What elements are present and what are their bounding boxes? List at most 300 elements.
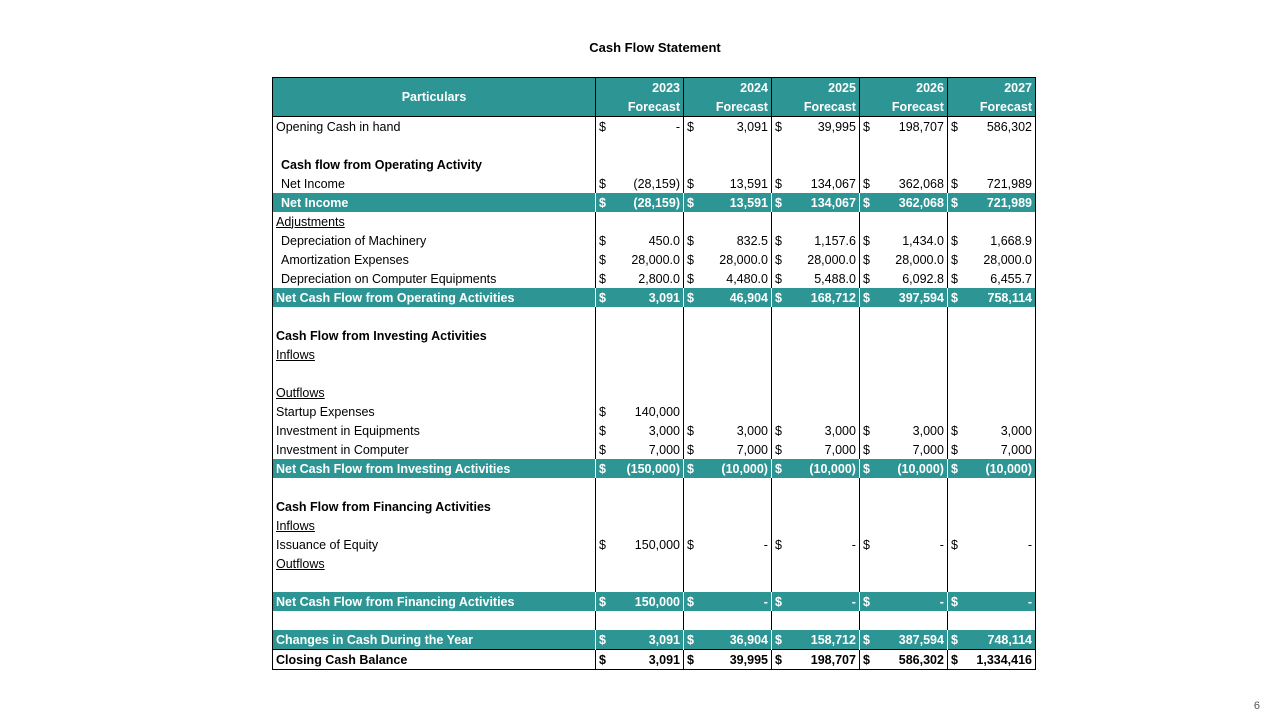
value-cell: [966, 212, 1036, 231]
value-cell: [702, 573, 772, 592]
currency-symbol: [596, 573, 614, 592]
value-cell: 586,302: [878, 650, 948, 670]
currency-symbol: [771, 611, 789, 630]
row-label-text: Net Cash Flow from Investing Activities: [276, 461, 511, 476]
value-cell: 3,091: [614, 650, 684, 670]
value-cell: [878, 155, 948, 174]
currency-symbol: [947, 402, 965, 421]
value-cell: 3,000: [614, 421, 684, 440]
currency-symbol: [771, 345, 789, 364]
row-label-text: Issuance of Equity: [276, 537, 379, 552]
value-cell: 3,091: [702, 117, 772, 137]
row-dep-machinery: [273, 231, 1036, 250]
row-startup: [273, 402, 1036, 421]
value-cell: 387,594: [878, 630, 948, 650]
value-cell: [702, 307, 772, 326]
value-cell: 3,091: [614, 288, 684, 307]
currency-symbol: [859, 402, 877, 421]
value-cell: 39,995: [702, 650, 772, 670]
currency-symbol: $: [947, 459, 965, 478]
value-cell: [614, 212, 684, 231]
currency-symbol: $: [947, 630, 965, 650]
value-cell: 3,000: [790, 421, 860, 440]
value-cell: -: [966, 592, 1036, 611]
currency-symbol: [771, 554, 789, 573]
value-cell: 28,000.0: [702, 250, 772, 269]
blank-cell: [273, 136, 596, 155]
currency-symbol: $: [774, 271, 782, 286]
header-forecast: Forecast: [771, 97, 859, 117]
value-cell: [702, 402, 772, 421]
currency-symbol: $: [774, 233, 782, 248]
currency-symbol: $: [596, 650, 614, 670]
value-cell: [702, 155, 772, 174]
row-label: [273, 193, 596, 212]
row-net-operating: [273, 288, 1036, 307]
currency-symbol: [859, 307, 877, 326]
row-blank: [273, 307, 1036, 326]
value-cell: 198,707: [878, 117, 948, 137]
row-label-text: Startup Expenses: [276, 404, 375, 419]
row-inv-outflows: [273, 383, 1036, 402]
currency-symbol: $: [947, 288, 965, 307]
value-cell: [614, 516, 684, 535]
currency-symbol: $: [771, 288, 789, 307]
currency-symbol: [947, 326, 965, 345]
row-label: [273, 497, 596, 516]
value-cell: 140,000: [614, 402, 684, 421]
value-cell: [702, 345, 772, 364]
value-cell: 586,302: [966, 117, 1036, 137]
value-cell: 3,000: [702, 421, 772, 440]
row-label-text: Inflows: [276, 518, 315, 533]
value-cell: 832.5: [702, 231, 772, 250]
row-equity: [273, 535, 1036, 554]
currency-symbol: [596, 326, 614, 345]
row-label-text: Closing Cash Balance: [276, 652, 408, 667]
value-cell: 39,995: [790, 117, 860, 137]
row-inv-equipment: [273, 421, 1036, 440]
row-label-text: Outflows: [276, 556, 325, 571]
value-cell: [966, 402, 1036, 421]
value-cell: 3,000: [966, 421, 1036, 440]
currency-symbol: [947, 516, 965, 535]
value-cell: [966, 364, 1036, 383]
currency-symbol: $: [686, 442, 694, 457]
value-cell: -: [966, 535, 1036, 554]
row-label-text: Net Income: [281, 176, 345, 191]
value-cell: 134,067: [790, 174, 860, 193]
row-op-title: [273, 155, 1036, 174]
value-cell: 46,904: [702, 288, 772, 307]
row-label-text: Investment in Computer: [276, 442, 409, 457]
currency-symbol: [859, 554, 877, 573]
currency-symbol: $: [950, 423, 958, 438]
row-label: [273, 288, 596, 307]
header-forecast: Forecast: [947, 97, 1035, 117]
currency-symbol: $: [859, 459, 877, 478]
value-cell: 198,707: [790, 650, 860, 670]
currency-symbol: [771, 155, 789, 174]
row-label: [273, 459, 596, 478]
row-adjustments: [273, 212, 1036, 231]
value-cell: [790, 136, 860, 155]
value-cell: [702, 611, 772, 630]
value-cell: 3,000: [878, 421, 948, 440]
row-label-text: Cash Flow from Investing Activities: [276, 328, 487, 343]
currency-symbol: [683, 383, 701, 402]
value-cell: 1,668.9: [966, 231, 1036, 250]
currency-symbol: [596, 155, 614, 174]
blank-cell: [273, 364, 596, 383]
currency-symbol: [683, 307, 701, 326]
currency-symbol: [859, 364, 877, 383]
value-cell: [966, 573, 1036, 592]
row-label-text: Net Income: [281, 195, 349, 210]
value-cell: 158,712: [790, 630, 860, 650]
value-cell: [966, 136, 1036, 155]
currency-symbol: [947, 383, 965, 402]
value-cell: 7,000: [878, 440, 948, 459]
header-year: 2027: [947, 78, 1035, 98]
currency-symbol: [771, 497, 789, 516]
value-cell: [702, 497, 772, 516]
row-label: [273, 174, 596, 193]
value-cell: [790, 307, 860, 326]
row-label-text: Cash Flow from Financing Activities: [276, 499, 491, 514]
row-blank: [273, 573, 1036, 592]
row-label-text: Amortization Expenses: [281, 252, 409, 267]
currency-symbol: $: [774, 119, 782, 134]
currency-symbol: [683, 402, 701, 421]
currency-symbol: $: [771, 459, 789, 478]
value-cell: [614, 136, 684, 155]
value-cell: [878, 611, 948, 630]
currency-symbol: $: [686, 233, 694, 248]
value-cell: [614, 573, 684, 592]
row-label-text: Cash flow from Operating Activity: [281, 157, 482, 172]
currency-symbol: $: [774, 537, 782, 552]
currency-symbol: [683, 155, 701, 174]
value-cell: 150,000: [614, 535, 684, 554]
value-cell: 362,068: [878, 174, 948, 193]
currency-symbol: [859, 516, 877, 535]
row-label-text: Outflows: [276, 385, 325, 400]
value-cell: 397,594: [878, 288, 948, 307]
row-net-financing: [273, 592, 1036, 611]
currency-symbol: [859, 326, 877, 345]
value-cell: [790, 326, 860, 345]
currency-symbol: $: [683, 193, 701, 212]
currency-symbol: [947, 345, 965, 364]
value-cell: [878, 383, 948, 402]
currency-symbol: $: [859, 630, 877, 650]
currency-symbol: [859, 212, 877, 231]
header-forecast: Forecast: [683, 97, 771, 117]
value-cell: [614, 155, 684, 174]
value-cell: [878, 402, 948, 421]
currency-symbol: [771, 364, 789, 383]
currency-symbol: [771, 212, 789, 231]
value-cell: [966, 611, 1036, 630]
value-cell: [702, 478, 772, 497]
currency-symbol: $: [862, 537, 870, 552]
row-fin-inflows: [273, 516, 1036, 535]
currency-symbol: $: [683, 592, 701, 611]
currency-symbol: [947, 212, 965, 231]
value-cell: 150,000: [614, 592, 684, 611]
currency-symbol: $: [771, 592, 789, 611]
value-cell: [790, 212, 860, 231]
header-forecast: Forecast: [859, 97, 947, 117]
value-cell: [878, 478, 948, 497]
currency-symbol: $: [950, 442, 958, 457]
currency-symbol: [771, 383, 789, 402]
currency-symbol: [859, 497, 877, 516]
currency-symbol: [596, 554, 614, 573]
header-year: 2024: [683, 78, 771, 98]
value-cell: 168,712: [790, 288, 860, 307]
currency-symbol: $: [599, 537, 606, 552]
row-changes: [273, 630, 1036, 650]
value-cell: [878, 307, 948, 326]
value-cell: 721,989: [966, 193, 1036, 212]
currency-symbol: $: [774, 423, 782, 438]
currency-symbol: [683, 573, 701, 592]
currency-symbol: [596, 212, 614, 231]
value-cell: 1,157.6: [790, 231, 860, 250]
value-cell: [878, 573, 948, 592]
currency-symbol: [596, 364, 614, 383]
row-fin-title: [273, 497, 1036, 516]
currency-symbol: [947, 497, 965, 516]
currency-symbol: [683, 136, 701, 155]
value-cell: [966, 383, 1036, 402]
currency-symbol: $: [596, 459, 614, 478]
currency-symbol: [771, 307, 789, 326]
row-net-income-plain: [273, 174, 1036, 193]
value-cell: [878, 345, 948, 364]
currency-symbol: $: [686, 176, 694, 191]
currency-symbol: [859, 478, 877, 497]
currency-symbol: [859, 573, 877, 592]
currency-symbol: $: [862, 252, 870, 267]
currency-symbol: [859, 611, 877, 630]
currency-symbol: [683, 611, 701, 630]
value-cell: -: [702, 592, 772, 611]
value-cell: 28,000.0: [878, 250, 948, 269]
currency-symbol: [947, 155, 965, 174]
currency-symbol: [596, 611, 614, 630]
value-cell: -: [790, 592, 860, 611]
header-particulars: Particulars: [273, 78, 596, 117]
currency-symbol: $: [686, 271, 694, 286]
value-cell: 450.0: [614, 231, 684, 250]
currency-symbol: $: [686, 252, 694, 267]
currency-symbol: $: [859, 592, 877, 611]
blank-cell: [273, 478, 596, 497]
value-cell: [966, 155, 1036, 174]
value-cell: [790, 345, 860, 364]
value-cell: [702, 212, 772, 231]
value-cell: 6,455.7: [966, 269, 1036, 288]
value-cell: (28,159): [614, 193, 684, 212]
currency-symbol: [596, 383, 614, 402]
currency-symbol: $: [599, 176, 606, 191]
currency-symbol: $: [947, 650, 965, 670]
value-cell: (10,000): [790, 459, 860, 478]
value-cell: [878, 497, 948, 516]
currency-symbol: $: [599, 233, 606, 248]
value-cell: 5,488.0: [790, 269, 860, 288]
value-cell: 3,091: [614, 630, 684, 650]
header-forecast: Forecast: [596, 97, 684, 117]
header-year: 2026: [859, 78, 947, 98]
value-cell: 748,114: [966, 630, 1036, 650]
value-cell: [614, 478, 684, 497]
row-label: [273, 117, 596, 137]
value-cell: [790, 478, 860, 497]
value-cell: [614, 364, 684, 383]
currency-symbol: [947, 573, 965, 592]
value-cell: [790, 364, 860, 383]
row-label: [273, 440, 596, 459]
value-cell: [790, 402, 860, 421]
value-cell: [702, 364, 772, 383]
value-cell: [966, 497, 1036, 516]
value-cell: [966, 554, 1036, 573]
row-label-text: Opening Cash in hand: [276, 119, 401, 134]
currency-symbol: $: [683, 650, 701, 670]
row-label: [273, 554, 596, 573]
currency-symbol: [859, 345, 877, 364]
page-title: Cash Flow Statement: [589, 40, 721, 55]
currency-symbol: $: [862, 119, 870, 134]
row-label: [273, 650, 596, 670]
row-label: [273, 592, 596, 611]
row-label-text: Depreciation on Computer Equipments: [281, 271, 497, 286]
currency-symbol: [683, 497, 701, 516]
currency-symbol: $: [599, 252, 606, 267]
currency-symbol: $: [862, 176, 870, 191]
value-cell: [702, 136, 772, 155]
currency-symbol: $: [596, 193, 614, 212]
row-label-text: Inflows: [276, 347, 315, 362]
value-cell: [966, 478, 1036, 497]
row-net-income-teal: [273, 193, 1036, 212]
value-cell: 6,092.8: [878, 269, 948, 288]
currency-symbol: $: [771, 630, 789, 650]
value-cell: -: [878, 535, 948, 554]
currency-symbol: [859, 155, 877, 174]
value-cell: -: [614, 117, 684, 137]
currency-symbol: $: [599, 404, 606, 419]
currency-symbol: [683, 364, 701, 383]
currency-symbol: [683, 478, 701, 497]
currency-symbol: $: [950, 233, 958, 248]
row-label: [273, 516, 596, 535]
header-year: 2025: [771, 78, 859, 98]
row-label: [273, 231, 596, 250]
value-cell: [614, 345, 684, 364]
row-closing: [273, 650, 1036, 670]
blank-cell: [273, 611, 596, 630]
currency-symbol: [596, 516, 614, 535]
value-cell: [966, 307, 1036, 326]
value-cell: [878, 516, 948, 535]
row-label: [273, 535, 596, 554]
currency-symbol: $: [774, 442, 782, 457]
value-cell: [614, 611, 684, 630]
currency-symbol: [771, 516, 789, 535]
value-cell: [702, 516, 772, 535]
header-year: 2023: [596, 78, 684, 98]
value-cell: [614, 554, 684, 573]
value-cell: 7,000: [614, 440, 684, 459]
currency-symbol: [771, 402, 789, 421]
row-label: [273, 269, 596, 288]
value-cell: 28,000.0: [790, 250, 860, 269]
value-cell: [702, 554, 772, 573]
row-label: [273, 383, 596, 402]
value-cell: (10,000): [702, 459, 772, 478]
currency-symbol: $: [859, 193, 877, 212]
blank-cell: [273, 573, 596, 592]
value-cell: [614, 326, 684, 345]
row-label-text: Net Cash Flow from Financing Activities: [276, 594, 515, 609]
value-cell: 28,000.0: [614, 250, 684, 269]
value-cell: [614, 497, 684, 516]
value-cell: [966, 516, 1036, 535]
currency-symbol: [771, 478, 789, 497]
currency-symbol: $: [862, 423, 870, 438]
currency-symbol: [947, 554, 965, 573]
row-label-text: Depreciation of Machinery: [281, 233, 427, 248]
currency-symbol: $: [950, 537, 958, 552]
value-cell: [790, 516, 860, 535]
row-label: [273, 421, 596, 440]
value-cell: [878, 212, 948, 231]
page-number: 6: [1253, 700, 1260, 712]
currency-symbol: [596, 478, 614, 497]
row-inv-inflows: [273, 345, 1036, 364]
currency-symbol: $: [950, 252, 958, 267]
row-label-text: Adjustments: [276, 214, 345, 229]
currency-symbol: [596, 497, 614, 516]
currency-symbol: $: [599, 119, 606, 134]
row-label-text: Net Cash Flow from Operating Activities: [276, 290, 515, 305]
value-cell: 7,000: [966, 440, 1036, 459]
currency-symbol: $: [599, 271, 606, 286]
currency-symbol: $: [599, 442, 606, 457]
value-cell: -: [878, 592, 948, 611]
row-label: [273, 326, 596, 345]
value-cell: [702, 326, 772, 345]
value-cell: 134,067: [790, 193, 860, 212]
row-fin-outflows: [273, 554, 1036, 573]
currency-symbol: $: [950, 271, 958, 286]
row-label: [273, 630, 596, 650]
value-cell: [702, 383, 772, 402]
currency-symbol: [683, 345, 701, 364]
currency-symbol: [771, 573, 789, 592]
currency-symbol: $: [596, 630, 614, 650]
value-cell: [790, 497, 860, 516]
currency-symbol: $: [862, 442, 870, 457]
currency-symbol: [859, 136, 877, 155]
value-cell: 13,591: [702, 174, 772, 193]
row-label: [273, 250, 596, 269]
